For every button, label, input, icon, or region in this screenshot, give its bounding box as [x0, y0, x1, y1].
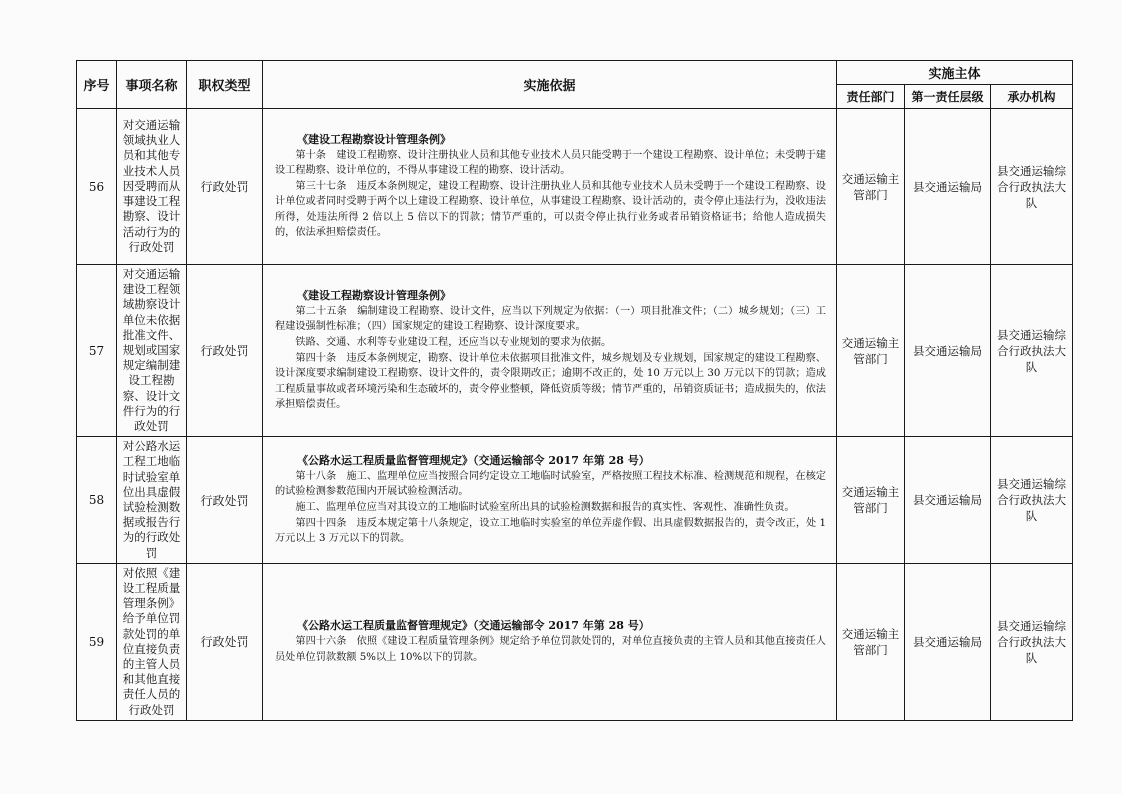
regulation-title: 《建设工程勘察设计管理条例》: [297, 132, 451, 146]
row-item-name: 对依照《建设工程质量管理条例》给予单位罚款处罚的单位直接负责的主管人员和其他直接责任人员的行政处罚: [117, 563, 187, 720]
table-row: [77, 437, 1073, 564]
row-dept: 交通运输主管部门: [837, 109, 905, 265]
table-row: [77, 109, 1073, 265]
row-first-level: 县交通运输局: [905, 265, 991, 437]
row-seq: 56: [77, 109, 117, 265]
header-power-type: 职权类型: [187, 61, 263, 109]
regulation-article: 第三十七条 违反本条例规定，建设工程勘察、设计注册执业人员和其他专业技术人员未受聘于一个建设工程勘察、设计单位或者同时受聘于两个以上建设工程勘察、设计单位，从事建设工程勘察、设计活动的，责令停止违法行为，没收违法所得，处违法所得 2 倍以上 5 倍以下的罚款；情节严重的，可以责令停止执行业务或者吊销资格证书；给他人造成损失的，依法承担赔偿责任。: [275, 180, 826, 239]
regulation-article: 铁路、交通、水利等专业建设工程，还应当以专业规划的要求为依据。: [295, 337, 612, 349]
regulation-article: 第十条 建设工程勘察、设计注册执业人员和其他专业技术人员只能受聘于一个建设工程勘察、设计单位；未受聘于建设工程勘察、设计单位的，不得从事建设工程的勘察、设计活动。: [275, 149, 826, 177]
regulation-article: 第四十六条 依照《建设工程质量管理条例》规定给予单位罚款处罚的，对单位直接负责的主管人员和其他直接责任人员处单位罚款数额 5%以上 10%以下的罚款。: [275, 636, 826, 663]
row-power-type: 行政处罚: [187, 109, 263, 265]
row-item-name: 对交通运输领域执业人员和其他专业技术人员因受聘而从事建设工程勘察、设计活动行为的行政处罚: [117, 109, 187, 265]
row-org: 县交通运输综合行政执法大队: [991, 265, 1073, 437]
table-row: [77, 265, 1073, 437]
regulation-article: 第四十四条 违反本规定第十八条规定，设立工地临时实验室的单位弄虚作假、出具虚假数据报告的，责令改正，处 1 万元以上 3 万元以下的罚款。: [275, 517, 826, 545]
table-row: [77, 563, 1073, 720]
authority-table: [76, 60, 1073, 721]
header-first-level: 第一责任层级: [905, 85, 991, 109]
row-first-level: 县交通运输局: [905, 437, 991, 564]
row-power-type: 行政处罚: [187, 437, 263, 564]
row-item-name: 对公路水运工程工地临时试验室单位出具虚假试验检测数据或报告行为的行政处罚: [117, 437, 187, 564]
header-dept: 责任部门: [837, 85, 905, 109]
row-basis: [263, 563, 837, 720]
regulation-title: 《公路水运工程质量监督管理规定》（交通运输部令 2017 年第 28 号）: [297, 619, 650, 633]
header-subject: 实施主体: [837, 61, 1073, 85]
row-seq: 58: [77, 437, 117, 564]
row-dept: 交通运输主管部门: [837, 437, 905, 564]
header-basis: 实施依据: [263, 61, 837, 109]
row-power-type: 行政处罚: [187, 265, 263, 437]
regulation-article: 第二十五条 编制建设工程勘察、设计文件，应当以下列规定为依据：（一）项目批准文件；（二）城乡规划；（三）工程建设强制性标准；（四）国家规定的建设工程勘察、设计深度要求。: [275, 305, 826, 333]
regulation-title: 《公路水运工程质量监督管理规定》（交通运输部令 2017 年第 28 号）: [297, 454, 650, 468]
row-basis: [263, 265, 837, 437]
regulation-article: 第四十条 违反本条例规定，勘察、设计单位未依据项目批准文件，城乡规划及专业规划，国家规定的建设工程勘察、设计深度要求编制建设工程勘察、设计文件的，责令限期改正；逾期不改正的，处 10 万元以上 30 万元以下的罚款；造成工程质量事故或者环境污染和生态破坏的，责令停业整顿，降低资质等级；情节严重的，吊销资质证书；造成损失的，依法承担赔偿责任。: [275, 352, 826, 411]
regulation-article: 施工、监理单位应当对其设立的工地临时试验室所出具的试验检测数据和报告的真实性、客观性、准确性负责。: [295, 502, 795, 514]
header-org: 承办机构: [991, 85, 1073, 109]
row-power-type: 行政处罚: [187, 563, 263, 720]
row-org: 县交通运输综合行政执法大队: [991, 437, 1073, 564]
row-seq: 59: [77, 563, 117, 720]
regulation-title: 《建设工程勘察设计管理条例》: [297, 289, 451, 303]
row-first-level: 县交通运输局: [905, 563, 991, 720]
row-basis: [263, 109, 837, 265]
regulation-article: 第十八条 施工、监理单位应当按照合同约定设立工地临时试验室，严格按照工程技术标准、检测规范和规程，在核定的试验检测参数范围内开展试验检测活动。: [275, 470, 826, 498]
row-item-name: 对交通运输建设工程领域勘察设计单位未依据批准文件、规划或国家规定编制建设工程勘察、设计文件行为的行政处罚: [117, 265, 187, 437]
header-seq: 序号: [77, 61, 117, 109]
row-dept: 交通运输主管部门: [837, 265, 905, 437]
row-seq: 57: [77, 265, 117, 437]
row-basis: [263, 437, 837, 564]
table-body: [77, 109, 1073, 721]
row-org: 县交通运输综合行政执法大队: [991, 109, 1073, 265]
row-first-level: 县交通运输局: [905, 109, 991, 265]
row-dept: 交通运输主管部门: [837, 563, 905, 720]
header-item-name: 事项名称: [117, 61, 187, 109]
row-org: 县交通运输综合行政执法大队: [991, 563, 1073, 720]
